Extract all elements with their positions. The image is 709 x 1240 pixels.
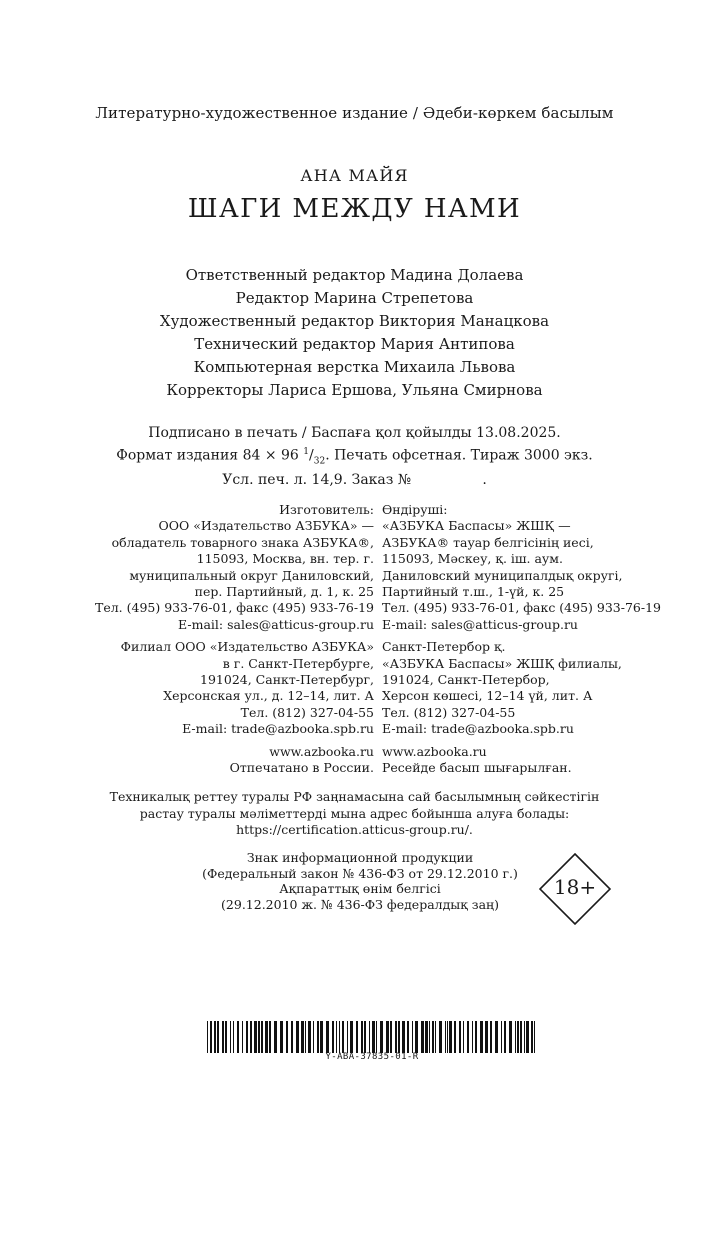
- barcode-bar: [520, 1021, 522, 1053]
- barcode-bar: [250, 1021, 252, 1053]
- barcode-bar: [326, 1021, 329, 1053]
- credit-line: Редактор Марина Стрепетова: [235, 289, 474, 307]
- barcode-bar: [217, 1021, 219, 1053]
- branch-kz-line: E-mail: trade@azbooka.spb.ru: [382, 721, 574, 737]
- manufacturer-ru-line: муниципальный округ Даниловский,: [129, 567, 374, 583]
- manufacturer-ru-line: E-mail: sales@atticus-group.ru: [178, 616, 374, 632]
- info-sign-line: Ақпараттық өнім белгісі: [279, 881, 441, 897]
- barcode-bar: [449, 1021, 452, 1053]
- barcode-bar: [447, 1021, 448, 1053]
- barcode-bar: [372, 1021, 375, 1053]
- barcode-bar: [274, 1021, 277, 1053]
- barcode-bar: [425, 1021, 428, 1053]
- barcode-bar: [258, 1021, 260, 1053]
- book-title: ШАГИ МЕЖДУ НАМИ: [187, 194, 522, 224]
- branch-ru-line: Филиал ООО «Издательство АЗБУКА»: [120, 639, 374, 655]
- printed-in-ru: Отпечатано в России.: [229, 760, 374, 776]
- manufacturer-column-kz: [382, 502, 702, 777]
- barcode-bar: [501, 1021, 502, 1053]
- manufacturer-kz-line: АЗБУКА® тауар белгісінің иесі,: [382, 534, 594, 550]
- manufacturer-ru-line: Тел. (495) 933-76-01, факс (495) 933-76-19: [95, 600, 374, 616]
- manufacturer-kz-line: Тел. (495) 933-76-01, факс (495) 933-76-19: [382, 600, 661, 616]
- credit-line: Художественный редактор Виктория Манацкова: [159, 312, 550, 330]
- barcode-bar: [402, 1021, 405, 1053]
- sheets-line: Усл. печ. л. 14,9. Заказ № .: [222, 472, 487, 489]
- barcode-bar: [320, 1021, 323, 1053]
- barcode-bar: [339, 1021, 340, 1053]
- barcode-bar: [280, 1021, 283, 1053]
- barcode-bar: [439, 1021, 442, 1053]
- barcode-bar: [412, 1021, 413, 1053]
- format-numerator: 1: [303, 447, 310, 457]
- certification-line: растау туралы мәліметтерді мына адрес бойынша алуға болады:: [139, 805, 570, 821]
- genre-line: Литературно-художественное издание / Әдеби-көркем басылым: [95, 104, 614, 122]
- barcode-bar: [429, 1021, 430, 1053]
- credits-block: [0, 264, 709, 402]
- barcode-bar: [467, 1021, 469, 1053]
- barcode-bar: [230, 1021, 231, 1053]
- barcode-bar: [364, 1021, 366, 1053]
- barcode-bar: [485, 1021, 488, 1053]
- barcode-bar: [490, 1021, 492, 1053]
- branch-ru-line: 191024, Санкт-Петербург,: [200, 672, 374, 688]
- barcode-bar: [207, 1021, 208, 1053]
- barcode-bar: [246, 1021, 248, 1053]
- info-sign-line: (Федеральный закон № 436-ФЗ от 29.12.2010 г.): [202, 865, 518, 881]
- manufacturer-kz-line: Даниловский муниципалдық округі,: [382, 567, 623, 583]
- barcode-bar: [286, 1021, 288, 1053]
- barcode-bar: [517, 1021, 519, 1053]
- barcode-bar: [380, 1021, 383, 1053]
- certification-line: Техникалық реттеу туралы РФ заңнамасына сай басылымның сәйкестігін: [109, 789, 600, 804]
- barcode-bar: [515, 1021, 516, 1053]
- manufacturer-kz-line: 115093, Мәскеу, қ. іш. аум.: [382, 551, 563, 567]
- barcode-bar: [361, 1021, 363, 1053]
- barcode-bar: [261, 1021, 263, 1053]
- barcode-bar: [301, 1021, 304, 1053]
- branch-kz-line: Санкт-Петербор қ.: [382, 639, 506, 655]
- branch-kz-line: Херсон көшесі, 12–14 үй, лит. А: [382, 688, 593, 704]
- age-rating-badge: [539, 853, 611, 925]
- credit-line: Технический редактор Мария Антипова: [194, 335, 515, 353]
- manufacturer-ru-line: ООО «Издательство АЗБУКА» —: [158, 518, 374, 534]
- manufacturer-kz-line: Партийный т.ш., 1-үй, к. 25: [382, 584, 565, 600]
- credit-line: Компьютерная верстка Михаила Львова: [193, 358, 516, 376]
- barcode-bar: [407, 1021, 409, 1053]
- barcode-bar: [225, 1021, 227, 1053]
- barcode-bar: [265, 1021, 268, 1053]
- manufacturer-kz-line: E-mail: sales@atticus-group.ru: [382, 616, 578, 632]
- barcode-bar: [313, 1021, 314, 1053]
- barcode-bar: [386, 1021, 389, 1053]
- barcode-bar: [291, 1021, 293, 1053]
- barcode-bar: [317, 1021, 319, 1053]
- barcode-bar: [475, 1021, 477, 1053]
- barcode-bar: [390, 1021, 392, 1053]
- barcode-bar: [454, 1021, 456, 1053]
- barcode-bar: [296, 1021, 299, 1053]
- credit-line: Ответственный редактор Мадина Долаева: [185, 266, 524, 284]
- manufacturer-kz-line: Өндіруші:: [382, 502, 448, 517]
- barcode-bar: [445, 1021, 446, 1053]
- manufacturer-ru-line: Изготовитель:: [279, 502, 374, 517]
- format-prefix: Формат издания 84 × 96: [116, 447, 304, 464]
- barcode-bar: [222, 1021, 224, 1053]
- publication-info: [0, 424, 709, 490]
- website-kz: www.azbooka.ru: [382, 743, 487, 759]
- barcode-label: Y-ABA-37835-01-R: [325, 1052, 419, 1062]
- barcode-bar: [435, 1021, 436, 1053]
- barcode-bar: [308, 1021, 311, 1053]
- branch-kz-line: 191024, Санкт-Петербор,: [382, 672, 550, 688]
- barcode-bar: [369, 1021, 370, 1053]
- manufacturer-ru-line: пер. Партийный, д. 1, к. 25: [194, 584, 374, 600]
- printed-in-kz: Ресейде басып шығарылған.: [382, 760, 572, 776]
- barcode-bar: [504, 1021, 506, 1053]
- barcode: [207, 1021, 537, 1053]
- barcode-bar: [509, 1021, 512, 1053]
- branch-ru-line: в г. Санкт-Петербурге,: [222, 655, 374, 671]
- barcode-bar: [269, 1021, 271, 1053]
- barcode-bar: [432, 1021, 434, 1053]
- certification-note: [0, 789, 709, 839]
- barcode-bar: [305, 1021, 306, 1053]
- barcode-bar: [459, 1021, 461, 1053]
- barcode-bar: [242, 1021, 243, 1053]
- barcode-bar: [421, 1021, 424, 1053]
- branch-ru-line: E-mail: trade@azbooka.spb.ru: [182, 721, 374, 737]
- barcode-bar: [356, 1021, 358, 1053]
- barcode-bar: [237, 1021, 239, 1053]
- barcode-bar: [531, 1021, 533, 1053]
- credit-line: Корректоры Лариса Ершова, Ульяна Смирнова: [166, 381, 543, 399]
- branch-ru-line: Тел. (812) 327-04-55: [240, 704, 374, 720]
- info-sign-line: Знак информационной продукции: [246, 850, 474, 865]
- manufacturer-column-ru: [74, 502, 374, 777]
- book-author: АНА МАЙЯ: [300, 166, 409, 185]
- barcode-bar: [534, 1021, 535, 1053]
- certification-url: https://certification.atticus-group.ru/.: [236, 822, 473, 838]
- barcode-bar: [524, 1021, 525, 1053]
- barcode-bar: [336, 1021, 337, 1053]
- barcode-bar: [332, 1021, 334, 1053]
- format-suffix: . Печать офсетная. Тираж 3000 экз.: [325, 447, 593, 464]
- barcode-bar: [398, 1021, 400, 1053]
- barcode-bar: [376, 1021, 377, 1053]
- signed-line: Подписано в печать / Баспаға қол қойылды 13.08.2025.: [148, 425, 561, 441]
- info-sign-line: (29.12.2010 ж. № 436-ФЗ федералдық заң): [221, 896, 499, 912]
- age-rating-label: 18+: [553, 875, 597, 899]
- barcode-bar: [415, 1021, 418, 1053]
- branch-kz-line: Тел. (812) 327-04-55: [382, 704, 516, 720]
- barcode-bar: [233, 1021, 234, 1053]
- barcode-bar: [463, 1021, 464, 1053]
- manufacturer-ru-line: 115093, Москва, вн. тер. г.: [196, 551, 374, 567]
- format-denominator: 32: [313, 456, 326, 467]
- barcode-bar: [254, 1021, 257, 1053]
- manufacturer-kz-line: «АЗБУКА Баспасы» ЖШҚ —: [382, 518, 571, 534]
- barcode-bar: [342, 1021, 344, 1053]
- barcode-bar: [214, 1021, 216, 1053]
- barcode-bar: [350, 1021, 353, 1053]
- barcode-bar: [526, 1021, 529, 1053]
- manufacturer-ru-line: обладатель товарного знака АЗБУКА®,: [111, 534, 374, 550]
- format-line: [0, 443, 709, 471]
- branch-kz-line: «АЗБУКА Баспасы» ЖШҚ филиалы,: [382, 655, 622, 671]
- branch-ru-line: Херсонская ул., д. 12–14, лит. А: [163, 688, 374, 704]
- website-ru: www.azbooka.ru: [269, 743, 374, 759]
- barcode-bar: [395, 1021, 397, 1053]
- barcode-bar: [472, 1021, 473, 1053]
- barcode-bar: [347, 1021, 348, 1053]
- barcode-bar: [210, 1021, 212, 1053]
- barcode-bar: [495, 1021, 498, 1053]
- format-slash: /: [309, 447, 314, 464]
- barcode-bar: [480, 1021, 483, 1053]
- info-product-sign: [200, 850, 520, 912]
